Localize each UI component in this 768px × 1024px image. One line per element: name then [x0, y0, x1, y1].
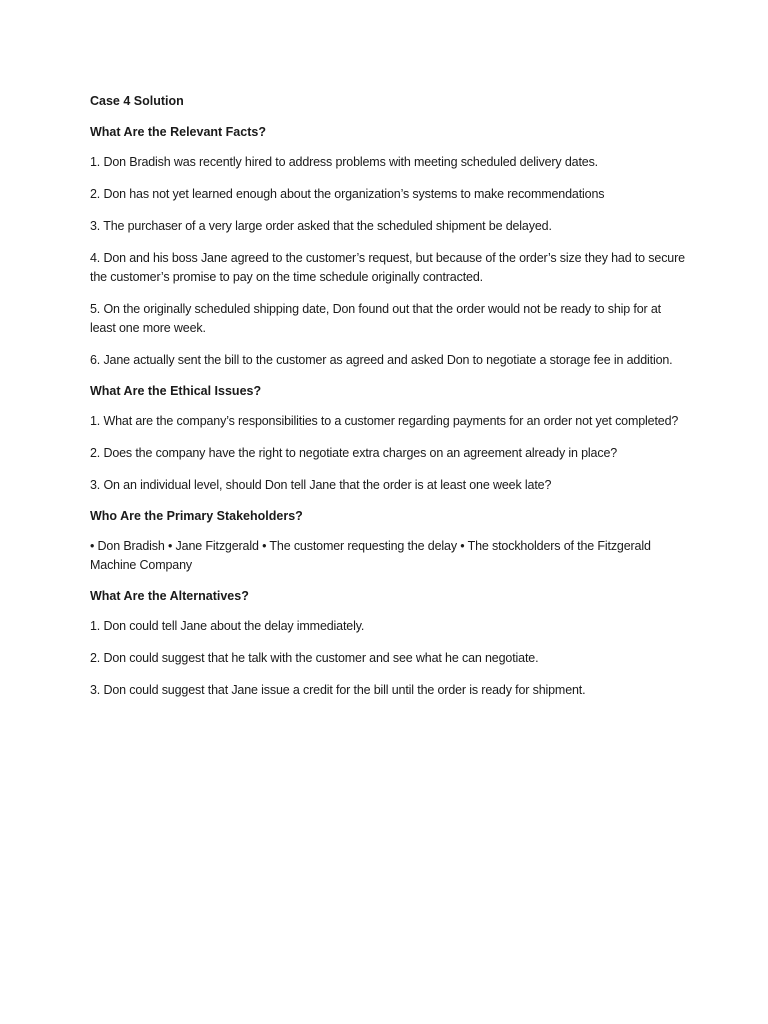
fact-3: 3. The purchaser of a very large order asked that the scheduled shipment be delayed.: [90, 219, 552, 233]
section-stakeholders: [90, 508, 688, 575]
document-title: Case 4 Solution: [90, 94, 184, 108]
alternative-2: 2. Don could suggest that he talk with the customer and see what he can negotiate.: [90, 651, 539, 665]
issue-2: 2. Does the company have the right to negotiate extra charges on an agreement already in place?: [90, 446, 618, 460]
fact-2: 2. Don has not yet learned enough about the organization’s systems to make recommendations: [90, 187, 605, 201]
fact-4: 4. Don and his boss Jane agreed to the customer’s request, but because of the order’s size they had to secure the customer’s promise to pay on the time schedule originally contracted.: [90, 251, 685, 284]
section-heading: What Are the Alternatives?: [90, 589, 249, 603]
fact-1: 1. Don Bradish was recently hired to address problems with meeting scheduled delivery dates.: [90, 155, 598, 169]
section-relevant-facts: [90, 124, 688, 370]
alternative-3: 3. Don could suggest that Jane issue a credit for the bill until the order is ready for shipment.: [90, 683, 586, 697]
fact-6: 6. Jane actually sent the bill to the customer as agreed and asked Don to negotiate a storage fee in addition.: [90, 353, 673, 367]
issue-1: 1. What are the company’s responsibilities to a customer regarding payments for an order not yet completed?: [90, 414, 679, 428]
section-ethical-issues: [90, 383, 688, 495]
alternative-1: 1. Don could tell Jane about the delay immediately.: [90, 619, 365, 633]
section-heading: What Are the Ethical Issues?: [90, 384, 262, 398]
issue-3: 3. On an individual level, should Don tell Jane that the order is at least one week late?: [90, 478, 552, 492]
fact-5: 5. On the originally scheduled shipping date, Don found out that the order would not be ready to ship for at least one more week.: [90, 302, 661, 335]
section-alternatives: [90, 588, 688, 700]
stakeholders-list: • Don Bradish • Jane Fitzgerald • The customer requesting the delay • The stockholders of the Fitzgerald Machine Company: [90, 539, 651, 572]
section-heading: What Are the Relevant Facts?: [90, 125, 266, 139]
section-heading: Who Are the Primary Stakeholders?: [90, 509, 303, 523]
